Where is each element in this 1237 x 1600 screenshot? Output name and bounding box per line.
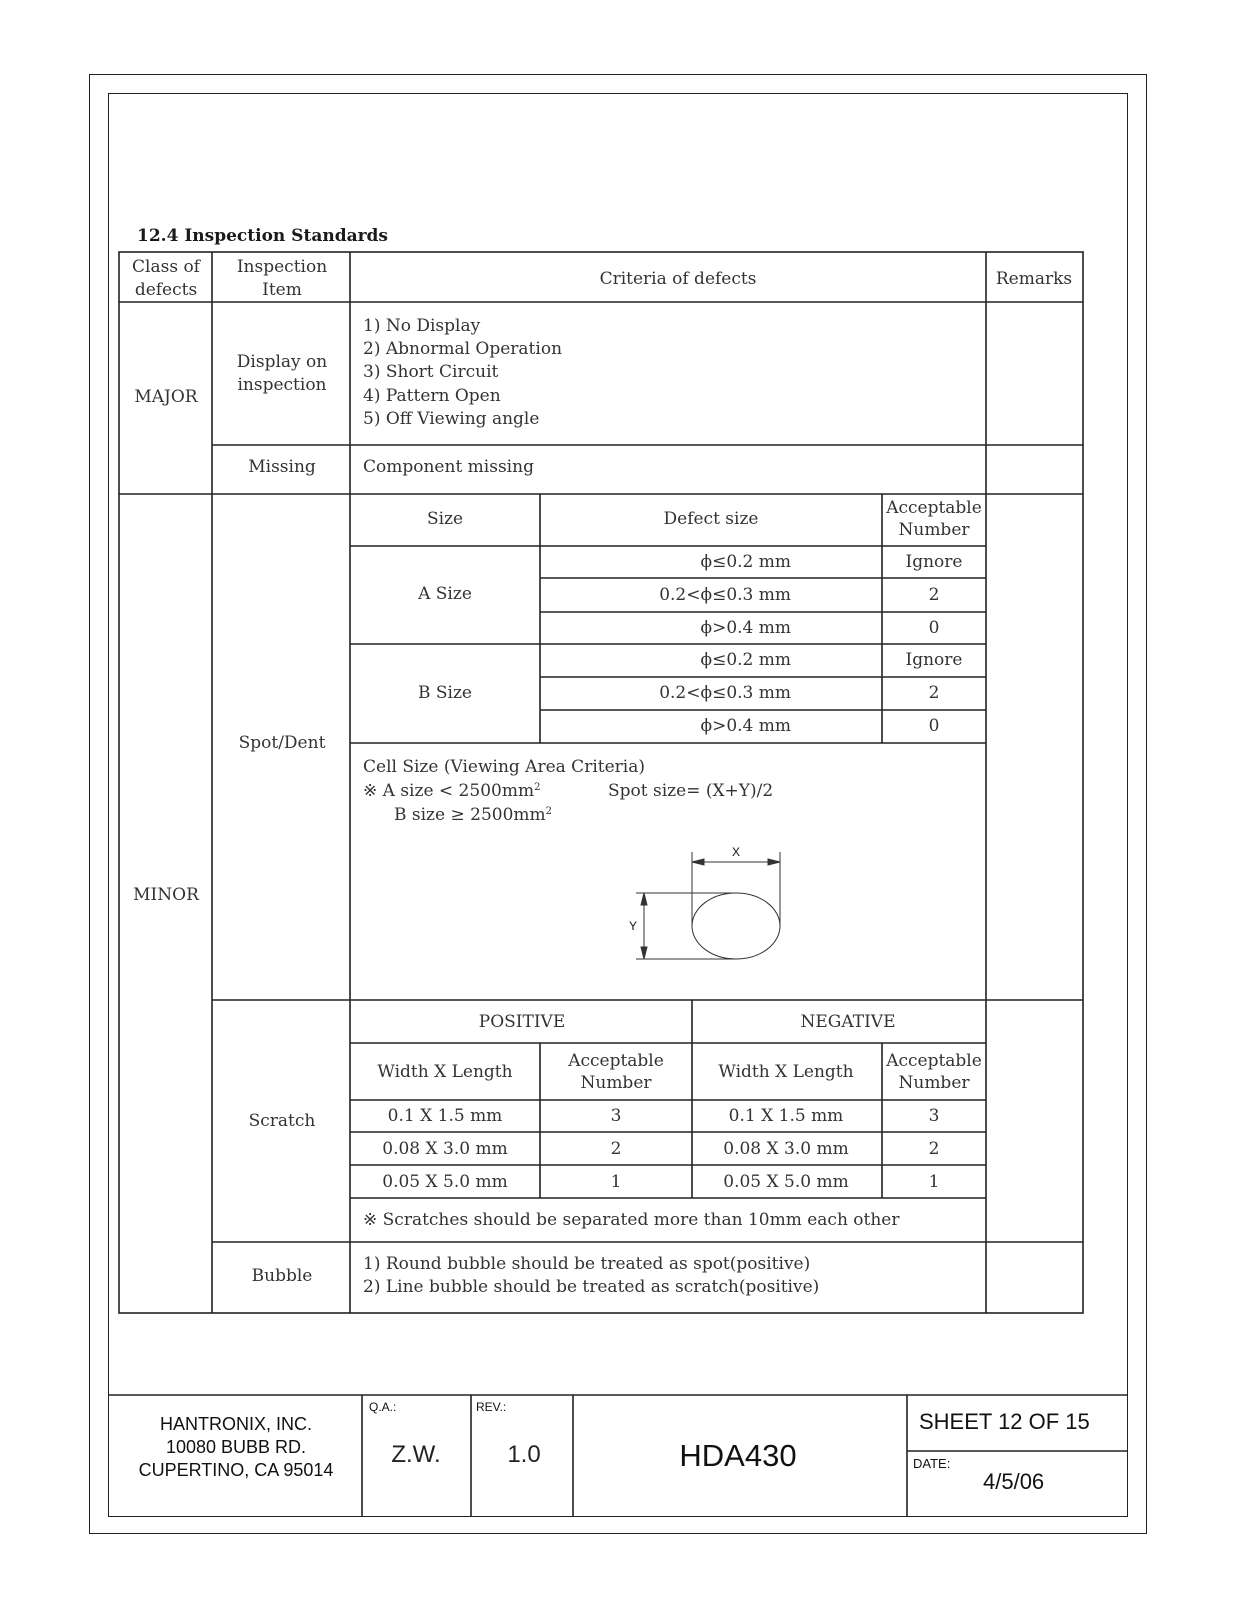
- scratch-row3-neg-n: 1: [928, 1172, 940, 1192]
- date-value: 4/5/06: [983, 1469, 1045, 1494]
- a-size-exponent: 2: [534, 782, 541, 793]
- company-street: 10080 BUBB RD.: [165, 1437, 307, 1457]
- item-display-line1: Display on: [236, 352, 328, 372]
- class-minor: MINOR: [133, 885, 199, 905]
- display-criteria-4: 4) Pattern Open: [363, 386, 501, 406]
- item-missing: Missing: [248, 457, 316, 477]
- scratch-row1-neg-wl: 0.1 X 1.5 mm: [728, 1106, 844, 1126]
- item-spot-dent: Spot/Dent: [238, 733, 326, 753]
- cell-size-title: Cell Size (Viewing Area Criteria): [363, 757, 645, 777]
- spot-group-b-size: B Size: [418, 683, 472, 703]
- spot-col-accept-line2: Number: [898, 520, 970, 540]
- header-remarks: Remarks: [995, 269, 1073, 289]
- date-label: DATE:: [913, 1456, 951, 1471]
- display-criteria-3: 3) Short Circuit: [363, 362, 499, 382]
- scratch-neg-col-wl: Width X Length: [718, 1062, 854, 1082]
- scratch-row2-neg-wl: 0.08 X 3.0 mm: [723, 1139, 849, 1159]
- scratch-row3-neg-wl: 0.05 X 5.0 mm: [723, 1172, 849, 1192]
- b-size-exponent: 2: [545, 806, 553, 817]
- b-size-text: B size ≥ 2500mm: [394, 805, 546, 825]
- header-criteria: Criteria of defects: [599, 269, 757, 289]
- spot-a-accept-3: 0: [928, 618, 940, 638]
- item-scratch: Scratch: [248, 1111, 316, 1131]
- model-number: HDA430: [679, 1438, 797, 1473]
- spot-col-size: Size: [426, 509, 464, 529]
- spot-b-defect-2: 0.2<ϕ≤0.3 mm: [659, 683, 791, 703]
- spot-formula: Spot size= (X+Y)/2: [608, 781, 774, 801]
- a-size-text: ※ A size < 2500mm: [363, 781, 535, 801]
- spot-col-defect: Defect size: [663, 509, 759, 529]
- header-class-of-defects-line1: Class of: [132, 257, 200, 277]
- bubble-criteria-1: 1) Round bubble should be treated as spot(positive): [363, 1254, 811, 1274]
- scratch-pos-col-accept-line1: Acceptable: [568, 1051, 664, 1071]
- company-city: CUPERTINO, CA 95014: [138, 1460, 334, 1480]
- spot-a-accept-2: 2: [928, 585, 940, 605]
- spot-col-accept-line1: Acceptable: [886, 498, 982, 518]
- header-inspection-item-line2: Item: [262, 280, 302, 300]
- scratch-negative: NEGATIVE: [800, 1012, 896, 1032]
- company-name: HANTRONIX, INC.: [159, 1414, 313, 1434]
- scratch-pos-col-accept-line2: Number: [580, 1073, 652, 1093]
- a-size-criterion: [363, 780, 540, 803]
- diagram-y-label: Y: [629, 919, 638, 933]
- rev-value: 1.0: [507, 1441, 541, 1468]
- scratch-neg-col-accept-line2: Number: [898, 1073, 970, 1093]
- class-major: MAJOR: [134, 387, 198, 407]
- scratch-row2-pos-n: 2: [610, 1139, 622, 1159]
- spot-a-defect-1: ϕ≤0.2 mm: [700, 552, 791, 572]
- missing-criteria: Component missing: [363, 457, 534, 477]
- spot-b-accept-3: 0: [928, 716, 940, 736]
- sheet-number: SHEET 12 OF 15: [919, 1409, 1090, 1434]
- scratch-row1-pos-n: 3: [610, 1106, 622, 1126]
- spot-diagram: [636, 852, 780, 959]
- bubble-criteria-2: 2) Line bubble should be treated as scratch(positive): [363, 1277, 820, 1297]
- scratch-row1-neg-n: 3: [928, 1106, 940, 1126]
- display-criteria-2: 2) Abnormal Operation: [363, 339, 563, 359]
- scratch-positive: POSITIVE: [478, 1012, 566, 1032]
- display-criteria-5: 5) Off Viewing angle: [363, 409, 540, 429]
- spot-a-accept-1: Ignore: [905, 552, 963, 572]
- section-title: 12.4 Inspection Standards: [137, 226, 389, 246]
- rev-label: REV.:: [476, 1400, 507, 1414]
- spot-a-defect-3: ϕ>0.4 mm: [700, 618, 791, 638]
- spot-b-defect-1: ϕ≤0.2 mm: [700, 650, 791, 670]
- header-class-of-defects-line2: defects: [134, 280, 198, 300]
- diagram-x-label: X: [731, 845, 741, 859]
- spot-group-a-size: A Size: [418, 584, 472, 604]
- scratch-row3-pos-wl: 0.05 X 5.0 mm: [382, 1172, 508, 1192]
- spot-a-defect-2: 0.2<ϕ≤0.3 mm: [659, 585, 791, 605]
- scratch-row1-pos-wl: 0.1 X 1.5 mm: [387, 1106, 503, 1126]
- b-size-criterion: [394, 804, 552, 827]
- spot-b-defect-3: ϕ>0.4 mm: [700, 716, 791, 736]
- qa-label: Q.A.:: [369, 1400, 397, 1414]
- scratch-neg-col-accept-line1: Acceptable: [886, 1051, 982, 1071]
- scratch-row3-pos-n: 1: [610, 1172, 622, 1192]
- display-criteria-1: 1) No Display: [363, 316, 481, 336]
- spot-b-accept-2: 2: [928, 683, 940, 703]
- scratch-pos-col-wl: Width X Length: [377, 1062, 513, 1082]
- scratch-note: ※ Scratches should be separated more than 10mm each other: [363, 1210, 900, 1230]
- scratch-row2-neg-n: 2: [928, 1139, 940, 1159]
- item-bubble: Bubble: [251, 1266, 313, 1286]
- scratch-row2-pos-wl: 0.08 X 3.0 mm: [382, 1139, 508, 1159]
- item-display-line2: inspection: [237, 375, 327, 395]
- qa-value: Z.W.: [391, 1441, 441, 1468]
- spot-b-accept-1: Ignore: [905, 650, 963, 670]
- header-inspection-item-line1: Inspection: [236, 257, 328, 277]
